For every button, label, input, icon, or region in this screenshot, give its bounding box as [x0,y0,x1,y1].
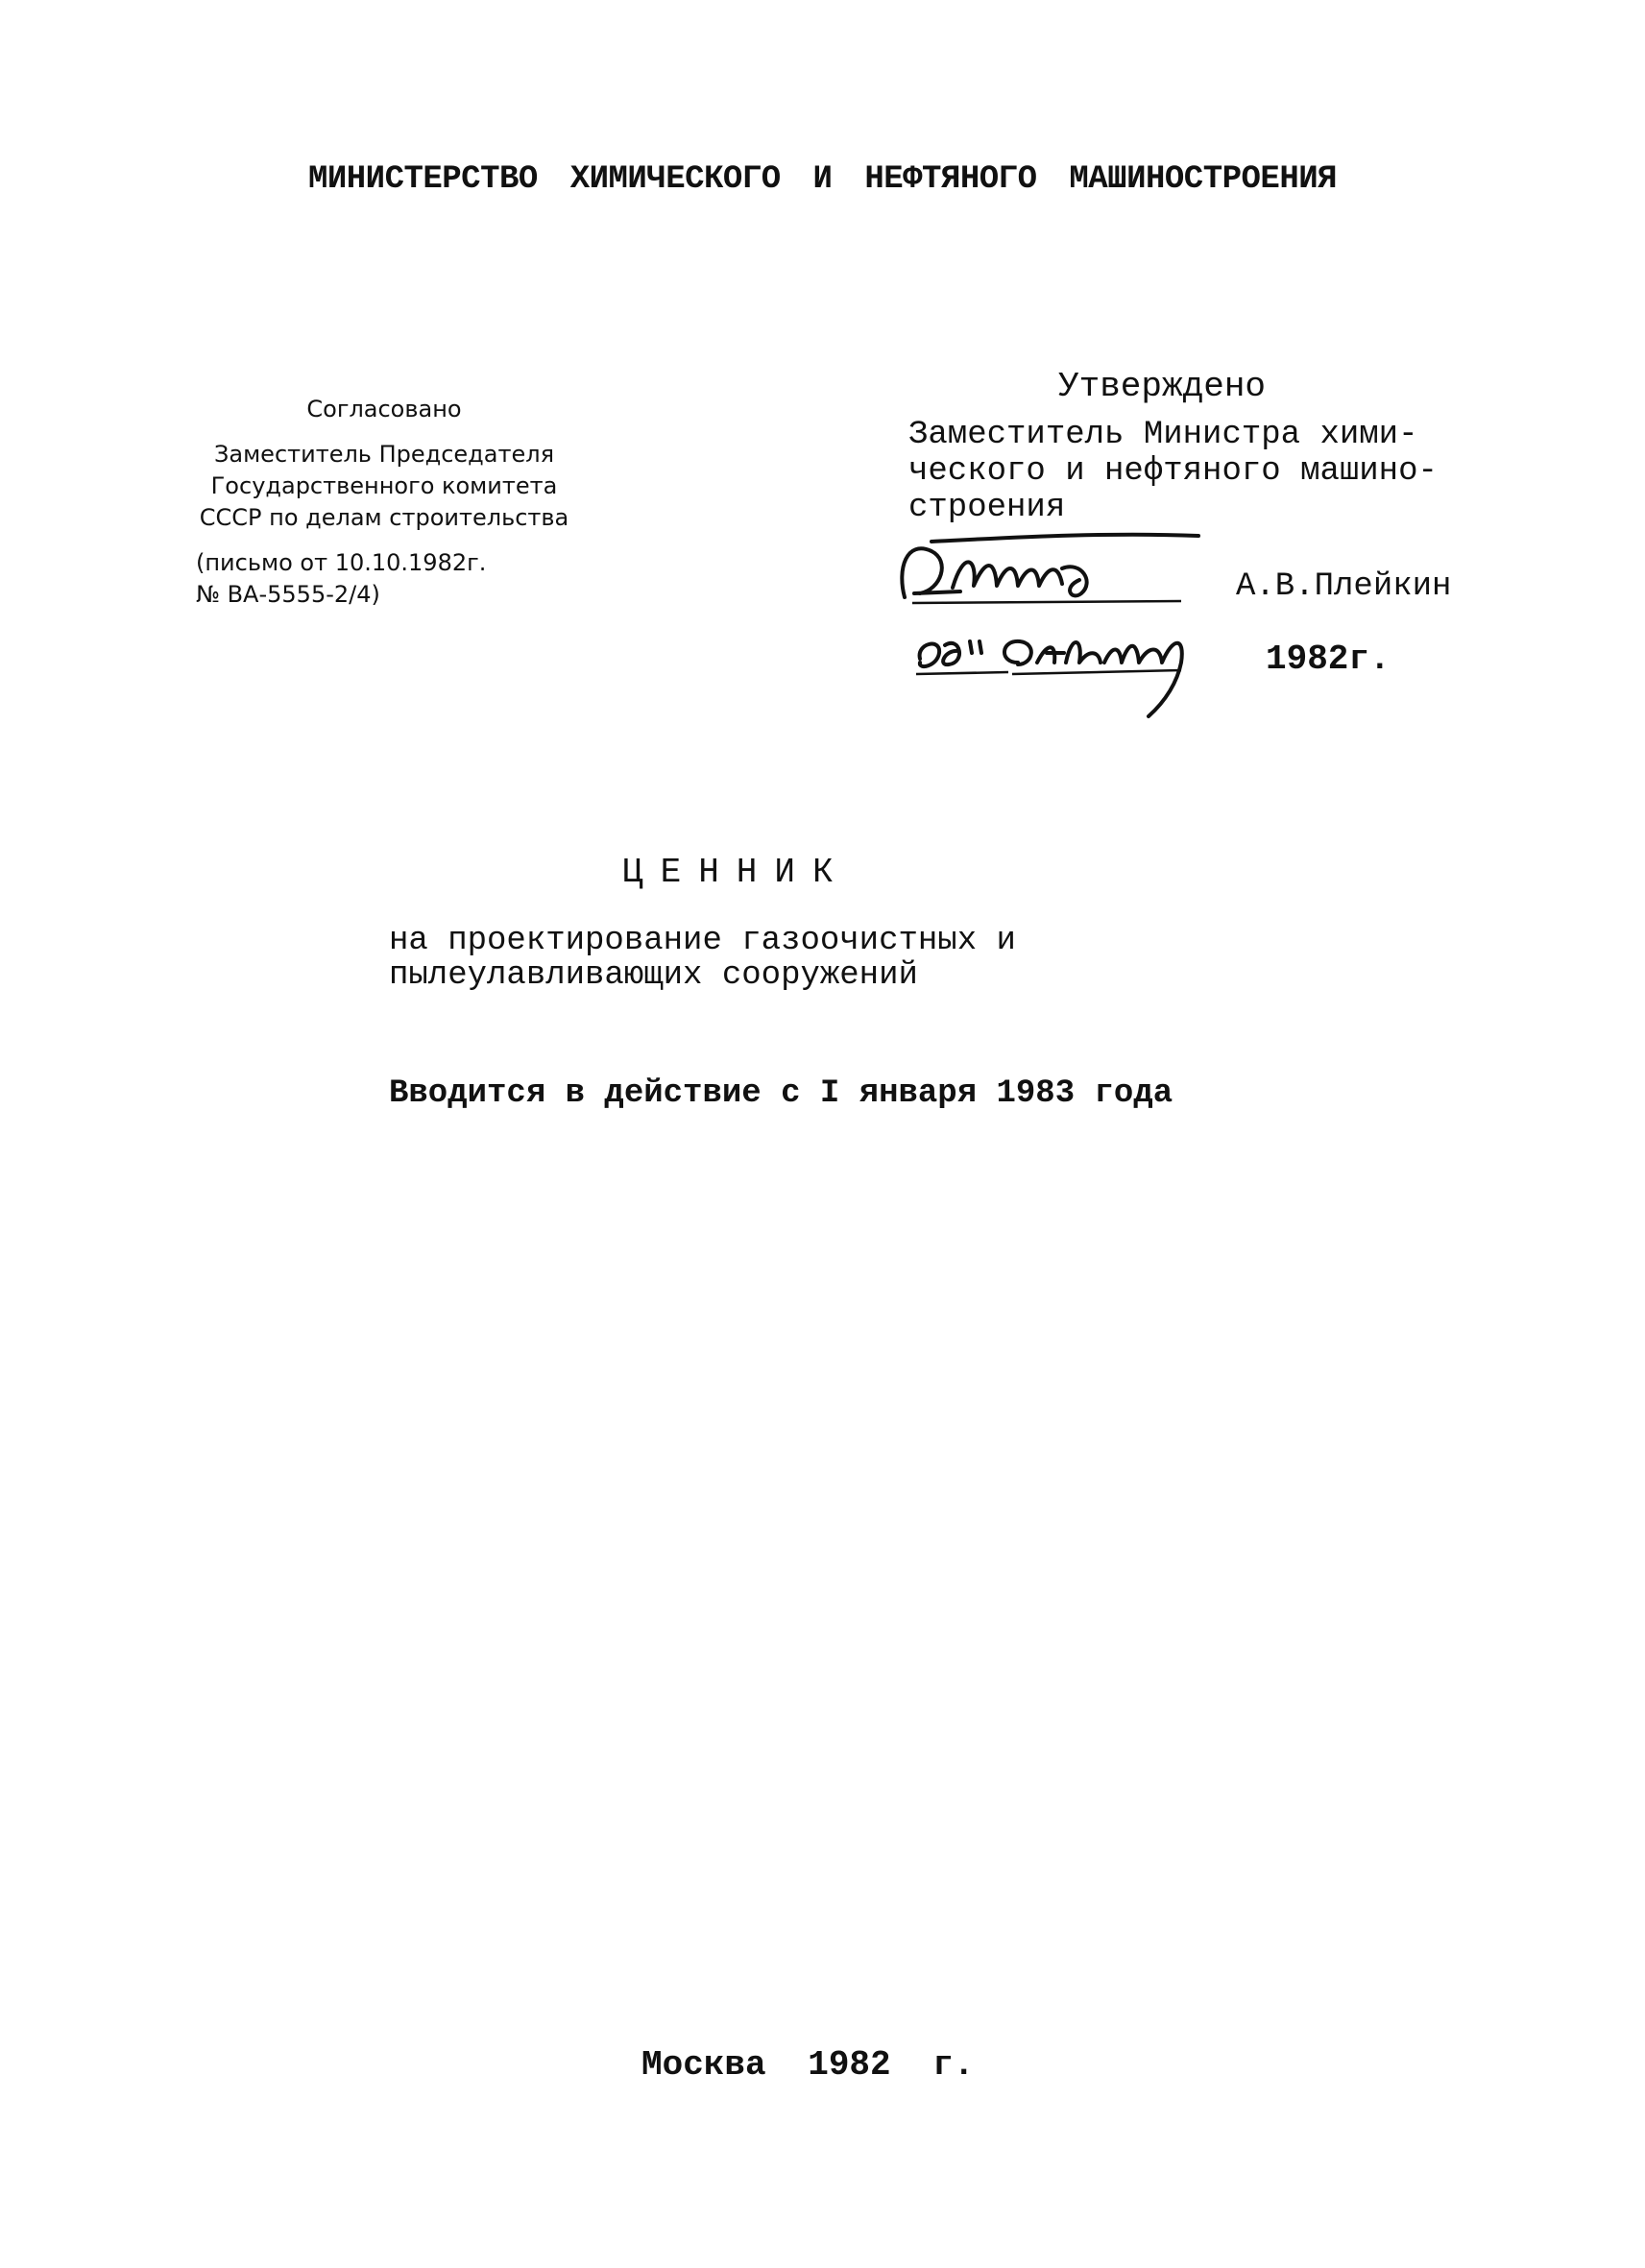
handwritten-date [912,624,1268,720]
ministry-header: МИНИСТЕРСТВО ХИМИЧЕСКОГО И НЕФТЯНОГО МАШИНОСТРОЕНИЯ [307,161,1338,198]
place-and-year: Москва 1982 г. [641,2045,975,2085]
document-title: ЦЕННИК [622,853,851,892]
agreed-reference-line: (письмо от 10.10.1982г. [196,549,487,576]
subtitle-line: пылеулавливающих сооружений [389,957,918,994]
approval-year: 1982г. [1266,639,1391,679]
approved-position-line: Заместитель Министра хими- [908,417,1418,453]
agreed-position-line: Заместитель Председателя [213,441,555,468]
agreed-position-line: СССР по делам строительства [199,504,569,531]
agreed-heading: Согласовано [306,396,462,422]
approved-heading: Утверждено [1058,367,1267,406]
agreed-reference-line: № ВА-5555-2/4) [196,581,380,608]
approved-position [908,417,1438,526]
subtitle-line: на проектирование газоочистных и [389,923,1016,959]
agreed-position-line: Государственного комитета [210,472,558,499]
signer-name: А.В.Плейкин [1236,568,1452,605]
approved-position-line: ческого и нефтяного машино- [908,453,1438,490]
agreed-block [134,394,634,611]
approved-position-line: строения [908,490,1066,526]
handwritten-signature [893,530,1258,607]
document-subtitle [389,924,1016,993]
effective-date: Вводится в действие с I января 1983 года [389,1075,1173,1112]
